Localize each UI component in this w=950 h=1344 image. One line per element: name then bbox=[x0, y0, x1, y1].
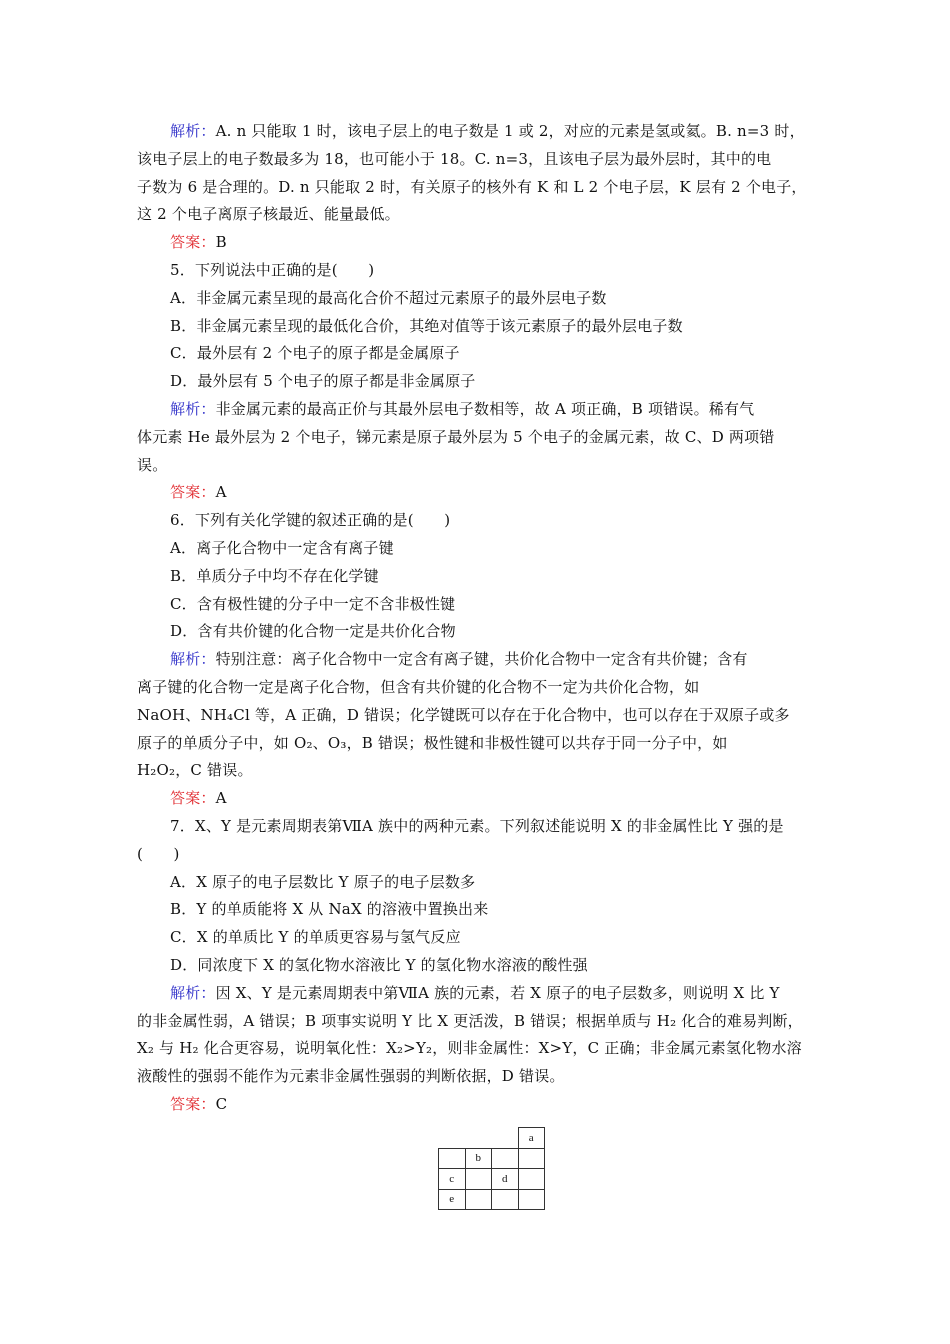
text-line bbox=[137, 730, 817, 758]
line-text: X₂ 与 H₂ 化合更容易，说明氧化性：X₂>Y₂，则非金属性：X>Y，C 正确；非金属元素氢化物水溶 bbox=[137, 1039, 802, 1058]
answer-label: 答案： bbox=[170, 483, 216, 502]
analysis-label: 解析： bbox=[170, 983, 216, 1002]
table-cell bbox=[492, 1189, 519, 1210]
text-line bbox=[137, 757, 817, 785]
answer-line bbox=[137, 479, 817, 507]
line-text: A．非金属元素呈现的最高化合价不超过元素原子的最外层电子数 bbox=[170, 288, 607, 307]
question-line bbox=[137, 618, 817, 646]
table-cell: c bbox=[439, 1169, 466, 1190]
question-line bbox=[137, 591, 817, 619]
line-text: A bbox=[215, 483, 227, 502]
table-cell bbox=[492, 1128, 519, 1149]
line-text: 体元素 He 最外层为 2 个电子，锑元素是原子最外层为 5 个电子的金属元素，故 C、D 两项错 bbox=[137, 427, 775, 446]
table-cell: a bbox=[518, 1128, 545, 1149]
document-body bbox=[137, 118, 817, 1119]
line-text: D．最外层有 5 个电子的原子都是非金属原子 bbox=[170, 372, 476, 391]
line-text: 的非金属性弱，A 错误；B 项事实说明 Y 比 X 更活泼，B 错误；根据单质与 H₂ 化合的难易判断， bbox=[137, 1011, 803, 1030]
line-text: A．X 原子的电子层数比 Y 原子的电子层数多 bbox=[170, 872, 476, 891]
table-cell bbox=[439, 1148, 466, 1169]
question-line bbox=[137, 285, 817, 313]
question-line bbox=[137, 869, 817, 897]
question-line bbox=[137, 313, 817, 341]
answer-label: 答案： bbox=[170, 1094, 216, 1113]
line-text: NaOH、NH₄Cl 等，A 正确，D 错误；化学键既可以存在于化合物中，也可以存在于双原子或多 bbox=[137, 705, 790, 724]
table-cell: e bbox=[439, 1189, 466, 1210]
line-text: 因 X、Y 是元素周期表中第ⅦA 族的元素，若 X 原子的电子层数多，则说明 X 比 Y bbox=[215, 983, 780, 1002]
analysis-line bbox=[137, 980, 817, 1008]
table-cell bbox=[518, 1148, 545, 1169]
line-text: 非金属元素的最高正价与其最外层电子数相等，故 A 项正确，B 项错误。稀有气 bbox=[215, 399, 755, 418]
table-cell: d bbox=[492, 1169, 519, 1190]
analysis-label: 解析： bbox=[170, 399, 216, 418]
analysis-label: 解析： bbox=[170, 122, 216, 140]
text-line bbox=[137, 201, 817, 229]
line-text: D．含有共价键的化合物一定是共价化合物 bbox=[170, 622, 456, 641]
answer-line bbox=[137, 785, 817, 813]
analysis-label: 解析： bbox=[170, 650, 216, 669]
line-text: B．非金属元素呈现的最低化合价，其绝对值等于该元素原子的最外层电子数 bbox=[170, 316, 683, 335]
line-text: 误。 bbox=[137, 455, 168, 474]
table-cell bbox=[518, 1189, 545, 1210]
question-line bbox=[137, 563, 817, 591]
line-text: B bbox=[215, 233, 227, 252]
table-cell bbox=[465, 1169, 492, 1190]
text-line bbox=[137, 674, 817, 702]
answer-line bbox=[137, 1091, 817, 1119]
line-text: B．Y 的单质能将 X 从 NaX 的溶液中置换出来 bbox=[170, 900, 489, 919]
line-text: 特别注意：离子化合物中一定含有离子键，共价化合物中一定含有共价键；含有 bbox=[215, 650, 748, 669]
question-line bbox=[137, 368, 817, 396]
question-line bbox=[137, 813, 817, 841]
line-text: B．单质分子中均不存在化学键 bbox=[170, 566, 379, 585]
text-line bbox=[137, 1063, 817, 1091]
analysis-line bbox=[137, 118, 817, 146]
text-line bbox=[137, 702, 817, 730]
line-text: A bbox=[215, 789, 227, 808]
analysis-line bbox=[137, 396, 817, 424]
line-text: H₂O₂，C 错误。 bbox=[137, 761, 253, 780]
periodic-table-fragment bbox=[438, 1127, 545, 1210]
table-cell bbox=[465, 1189, 492, 1210]
text-line bbox=[137, 841, 817, 869]
question-line bbox=[137, 924, 817, 952]
table-cell: b bbox=[465, 1148, 492, 1169]
table-cell bbox=[492, 1148, 519, 1169]
question-line bbox=[137, 896, 817, 924]
line-text: 这 2 个电子离原子核最近、能量最低。 bbox=[137, 205, 400, 224]
line-text: 液酸性的强弱不能作为元素非金属性强弱的判断依据，D 错误。 bbox=[137, 1067, 565, 1086]
analysis-line bbox=[137, 646, 817, 674]
line-text: 5．下列说法中正确的是( ) bbox=[170, 260, 375, 279]
line-text: 7．X、Y 是元素周期表第ⅦA 族中的两种元素。下列叙述能说明 X 的非金属性比 Y 强的是 bbox=[170, 816, 784, 835]
text-line bbox=[137, 174, 817, 202]
question-line bbox=[137, 507, 817, 535]
question-line bbox=[137, 535, 817, 563]
answer-label: 答案： bbox=[170, 789, 216, 808]
line-text: 子数为 6 是合理的。D. n 只能取 2 时，有关原子的核外有 K 和 L 2 个电子层，K 层有 2 个电子， bbox=[137, 177, 807, 196]
table-cell bbox=[465, 1128, 492, 1149]
line-text: 6．下列有关化学键的叙述正确的是( ) bbox=[170, 511, 451, 530]
text-line bbox=[137, 452, 817, 480]
text-line bbox=[137, 424, 817, 452]
table-cell bbox=[439, 1128, 466, 1149]
line-text: 原子的单质分子中，如 O₂、O₃，B 错误；极性键和非极性键可以共存于同一分子中，如 bbox=[137, 733, 728, 752]
text-line bbox=[137, 1008, 817, 1036]
line-text: C．X 的单质比 Y 的单质更容易与氢气反应 bbox=[170, 928, 461, 947]
line-text: A. n 只能取 1 时，该电子层上的电子数是 1 或 2，对应的元素是氢或氦。B. n=3 时， bbox=[215, 122, 805, 140]
line-text: C．含有极性键的分子中一定不含非极性键 bbox=[170, 594, 456, 613]
text-line bbox=[137, 1035, 817, 1063]
answer-line bbox=[137, 229, 817, 257]
question-line bbox=[137, 340, 817, 368]
line-text: D．同浓度下 X 的氢化物水溶液比 Y 的氢化物水溶液的酸性强 bbox=[170, 955, 588, 974]
line-text: 该电子层上的电子数最多为 18，也可能小于 18。C. n=3，且该电子层为最外层时，其中的电 bbox=[137, 149, 772, 168]
line-text: 离子键的化合物一定是离子化合物，但含有共价键的化合物不一定为共价化合物，如 bbox=[137, 677, 700, 696]
line-text: ( ) bbox=[137, 844, 180, 863]
line-text: A．离子化合物中一定含有离子键 bbox=[170, 538, 394, 557]
text-line bbox=[137, 146, 817, 174]
question-line bbox=[137, 257, 817, 285]
answer-label: 答案： bbox=[170, 233, 216, 252]
table-cell bbox=[518, 1169, 545, 1190]
line-text: C bbox=[215, 1094, 228, 1113]
line-text: C．最外层有 2 个电子的原子都是金属原子 bbox=[170, 344, 460, 363]
question-line bbox=[137, 952, 817, 980]
